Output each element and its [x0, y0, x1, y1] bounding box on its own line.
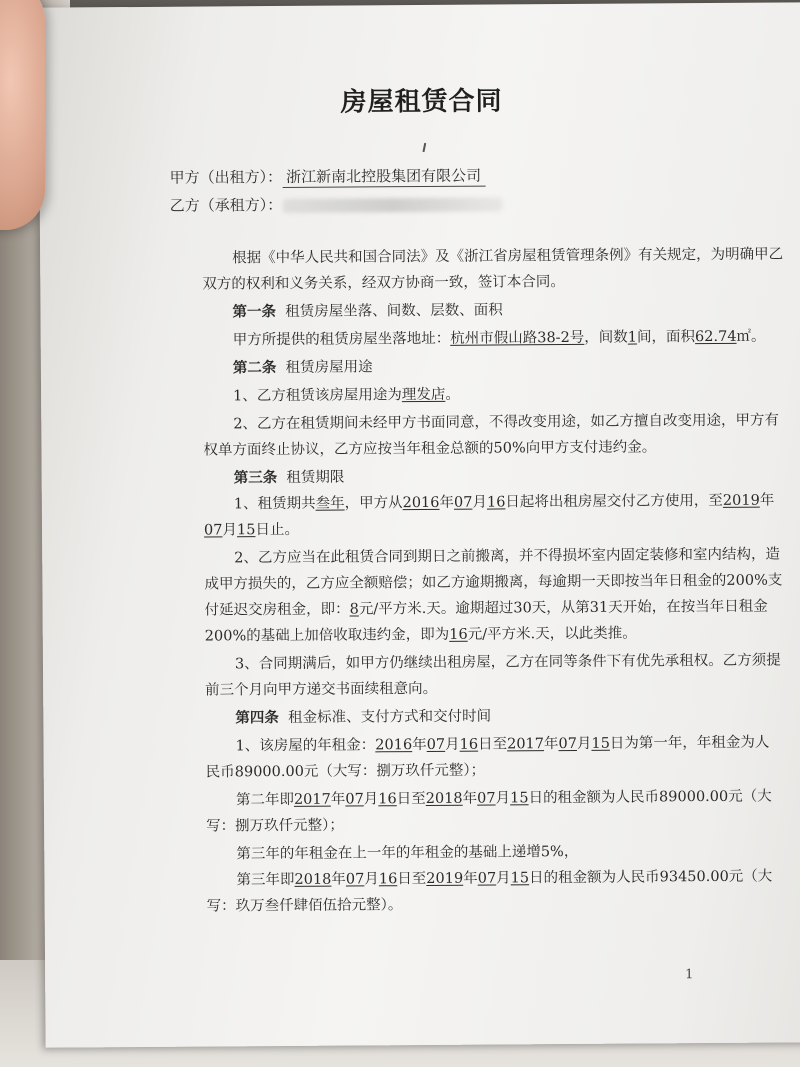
article-4-item-1-line-2: 民币89000.00元（大写：捌万玖仟元整）； [205, 762, 486, 781]
article-2-item-1: 1、乙方租赁该房屋用途为理发店。 [233, 386, 460, 405]
article-3-item-1-line-1: 1、租赁期共叁年，甲方从2016年07月16日起将出租房屋交付乙方使用，至2019年 [233, 492, 775, 513]
intro-line-2: 双方的权利和义务关系，经双方协商一致，签订本合同。 [202, 274, 565, 293]
thumb [0, 0, 45, 230]
article-4-year2-line-2: 写：捌万玖仟元整）； [206, 817, 344, 835]
article-1-heading: 第一条 租赁房屋坐落、间数、层数、面积 [232, 302, 503, 321]
pen-mark [422, 143, 426, 152]
party-a-line [169, 165, 485, 189]
article-3-item-1-line-2: 07月15日止。 [203, 521, 299, 539]
party-a-value: 浙江新南北控股集团有限公司 [282, 165, 485, 188]
party-b-line [170, 192, 503, 215]
party-b-label: 乙方（承租方）： [169, 195, 283, 215]
article-4-item-1-line-1: 1、该房屋的年租金：2016年07月16日至2017年07月15日为第一年，年租金为人 [235, 734, 770, 755]
document-title: 房屋租赁合同 [340, 86, 503, 118]
page-number: 1 [685, 967, 694, 983]
article-4-year3-increase: 第三年的年租金在上一年的年租金的基础上递增5%， [236, 843, 579, 863]
article-3-heading: 第三条 租赁期限 [233, 469, 345, 487]
article-2-item-2-line-1: 2、乙方在租赁期间未经甲方书面同意，不得改变用途，如乙方擅自改变用途，甲方有 [233, 412, 780, 433]
intro-line-1: 根据《中华人民共和国合同法》及《浙江省房屋租赁管理条例》有关规定，为明确甲乙 [232, 246, 784, 267]
article-3-item-2-line-3: 付延迟交房租金，即：8元/平方米.天。逾期超过30天，从第31天开始，在按当年日租金 [204, 598, 768, 619]
redacted-party-b [282, 197, 502, 213]
article-3-item-3-line-2: 前三个月向甲方递交书面续租意向。 [205, 680, 438, 699]
article-3-item-2-line-2: 成甲方损失的，乙方应全额赔偿；如乙方逾期搬离，每逾期一天即按当年日租金的200%支 [204, 572, 783, 593]
article-4-year3-line-2: 写：玖万叁仟肆佰伍拾元整）。 [206, 897, 403, 915]
article-3-item-3-line-1: 3、合同期满后，如甲方仍继续出租房屋，乙方在同等条件下有优先承租权。乙方须提 [234, 652, 781, 673]
contract-page [38, 2, 800, 1047]
article-2-item-2-line-2: 权单方面终止协议，乙方应按当年租金总额的50%向甲方支付违约金。 [203, 439, 657, 459]
article-2-heading: 第二条 租赁房屋用途 [232, 359, 373, 377]
party-a-label: 甲方（出租方）： [169, 167, 283, 187]
article-3-item-2-line-4: 200%的基础上加倍收取违约金，即为16元/平方米.天，以此类推。 [204, 625, 637, 645]
article-4-year3-line-1: 第三年即2018年07月16日至2019年07月15日的租金额为人民币93450.00元（大 [236, 868, 773, 889]
article-4-heading: 第四条 租金标准、支付方式和交付时间 [235, 708, 492, 727]
article-3-item-2-line-1: 2、乙方应当在此租赁合同到期日之前搬离，并不得损坏室内固定装修和室内结构，造 [234, 546, 781, 567]
article-1-text: 甲方所提供的租赁房屋坐落地址：杭州市假山路38-2号，间数1间，面积62.74㎡。 [232, 328, 766, 349]
article-4-year2-line-1: 第二年即2017年07月16日至2018年07月15日的租金额为人民币89000.00元（大 [235, 788, 772, 809]
